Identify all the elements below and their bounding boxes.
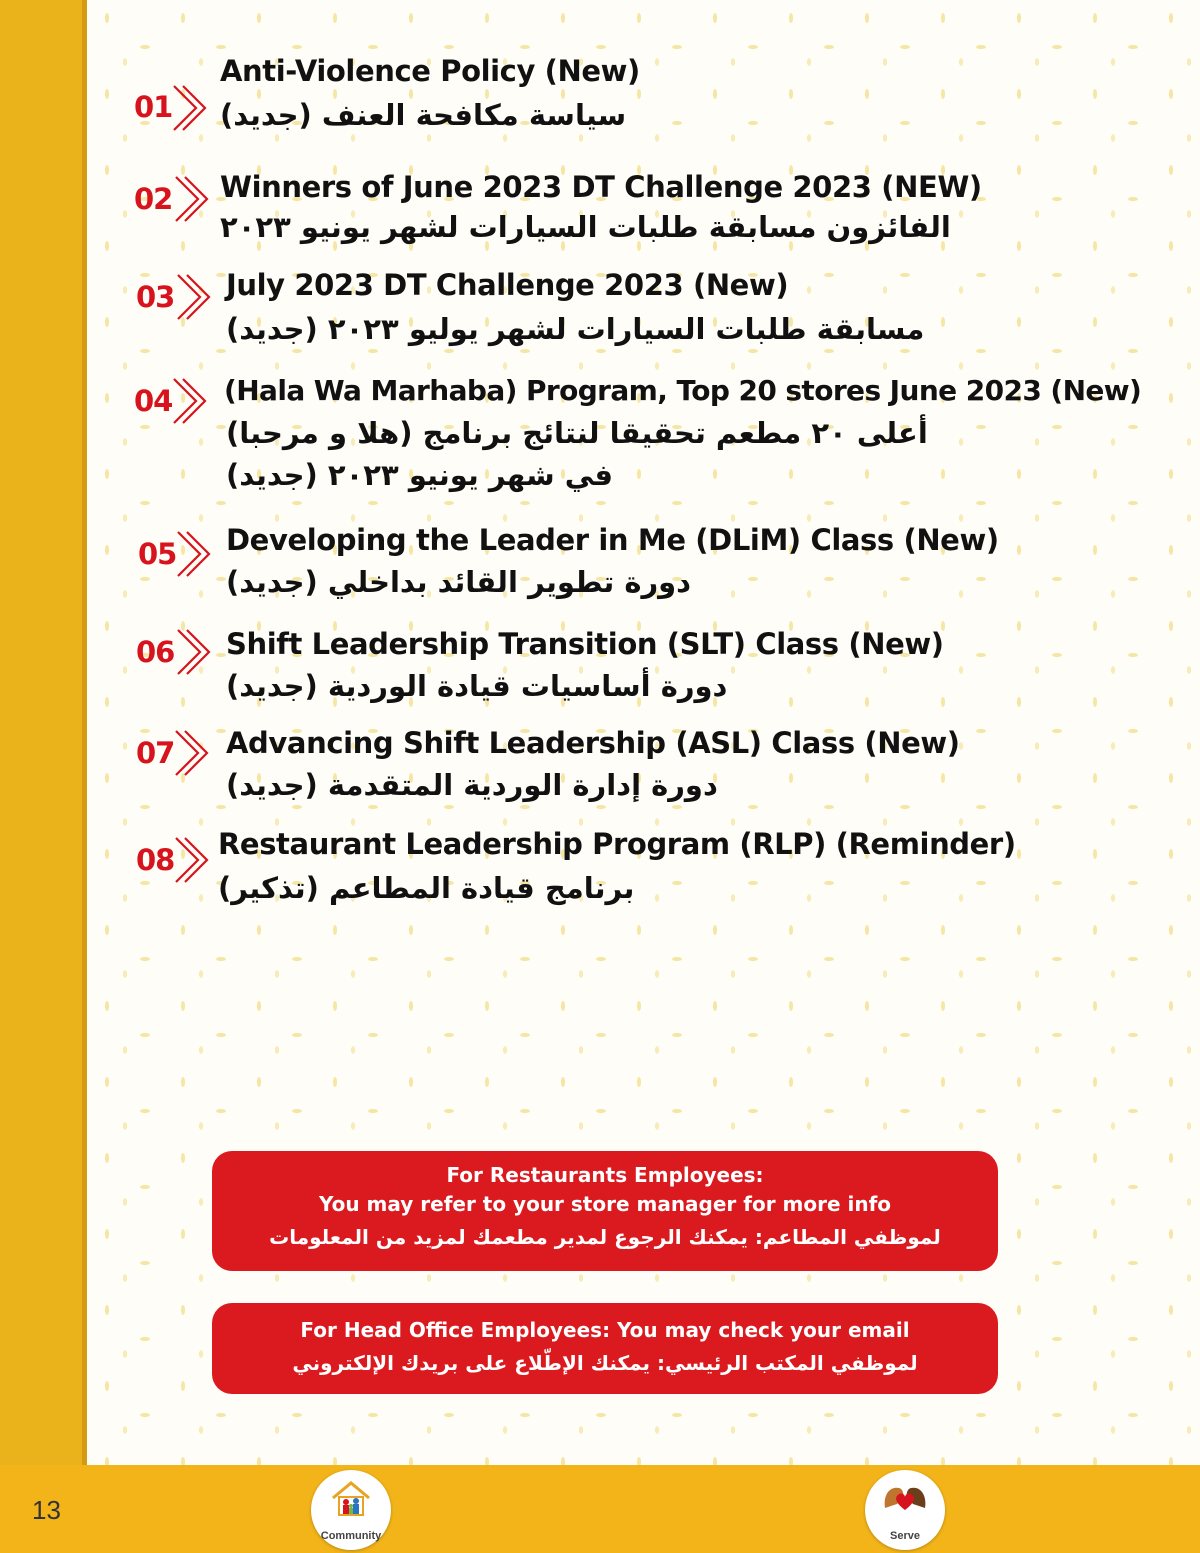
item-title-english: Developing the Leader in Me (DLiM) Class (New): [226, 523, 999, 557]
item-number: 03: [136, 280, 175, 314]
notice-text-arabic: لموظفي المكتب الرئيسي: يمكنك الإطّلاع على بريدك الإلكتروني: [292, 1351, 918, 1375]
item-title-arabic: الفائزون مسابقة طلبات السيارات لشهر يونيو ٢٠٢٣: [220, 210, 951, 244]
community-badge: [311, 1470, 391, 1550]
list-item: [134, 374, 1194, 504]
list-item: [134, 170, 1194, 260]
badge-label: Community: [320, 1530, 382, 1542]
hands-heart-icon: [879, 1480, 931, 1516]
item-title-english: Winners of June 2023 DT Challenge 2023 (NEW): [220, 170, 982, 204]
item-number: 06: [136, 635, 175, 669]
double-chevron-icon: [172, 627, 212, 677]
item-title-arabic: دورة تطوير القائد بداخلي (جديد): [226, 565, 692, 599]
double-chevron-icon: [168, 376, 208, 426]
notice-heading: For Restaurants Employees:: [446, 1163, 764, 1187]
footer-bar: [0, 1465, 1200, 1553]
serve-badge: [865, 1470, 945, 1550]
item-number: 01: [134, 90, 173, 124]
item-number: 04: [134, 384, 173, 418]
notice-heading: For Head Office Employees: You may check your email: [300, 1318, 910, 1342]
item-number: 02: [134, 182, 173, 216]
left-sidebar-bar: [0, 0, 87, 1553]
item-title-arabic: مسابقة طلبات السيارات لشهر يوليو ٢٠٢٣ (جديد): [226, 312, 925, 346]
house-family-icon: [329, 1478, 373, 1518]
item-title-arabic: برنامج قيادة المطاعم (تذكير): [218, 871, 635, 905]
item-title-arabic: دورة إدارة الوردية المتقدمة (جديد): [226, 768, 718, 802]
item-title-english: Anti-Violence Policy (New): [220, 54, 640, 88]
notice-text: You may refer to your store manager for more info: [318, 1192, 892, 1216]
double-chevron-icon: [168, 83, 208, 133]
item-title-english: (Hala Wa Marhaba) Program, Top 20 stores June 2023 (New): [224, 374, 1142, 407]
item-title-arabic: سياسة مكافحة العنف (جديد): [220, 98, 627, 132]
head-office-notice-box: [212, 1303, 998, 1394]
item-number: 07: [136, 736, 175, 770]
notice-text-arabic: لموظفي المطاعم: يمكنك الرجوع لمدير مطعمك لمزيد من المعلومات: [269, 1225, 941, 1249]
item-number: 05: [138, 537, 177, 571]
double-chevron-icon: [170, 174, 210, 224]
item-title-arabic: أعلى ٢٠ مطعم تحقيقا لنتائج برنامج (هلا و مرحبا): [226, 416, 928, 450]
item-title-english: July 2023 DT Challenge 2023 (New): [226, 268, 789, 302]
list-item: [134, 54, 1194, 144]
item-number: 08: [136, 843, 175, 877]
item-title-english: Advancing Shift Leadership (ASL) Class (New): [226, 726, 960, 760]
item-title-english: Shift Leadership Transition (SLT) Class (New): [226, 627, 944, 661]
list-item: [134, 726, 1194, 816]
double-chevron-icon: [170, 835, 210, 885]
badge-label: Serve: [890, 1530, 920, 1542]
item-title-english: Restaurant Leadership Program (RLP) (Reminder): [218, 827, 1016, 861]
list-item: [134, 523, 1194, 613]
list-item: [134, 627, 1194, 717]
item-title-arabic: دورة أساسيات قيادة الوردية (جديد): [226, 669, 728, 703]
list-item: [134, 268, 1194, 358]
list-item: [134, 827, 1194, 917]
double-chevron-icon: [170, 728, 210, 778]
double-chevron-icon: [172, 529, 212, 579]
double-chevron-icon: [172, 272, 212, 322]
item-title-arabic: في شهر يونيو ٢٠٢٣ (جديد): [226, 458, 614, 492]
page-number: 13: [32, 1495, 61, 1525]
restaurants-notice-box: [212, 1151, 998, 1271]
